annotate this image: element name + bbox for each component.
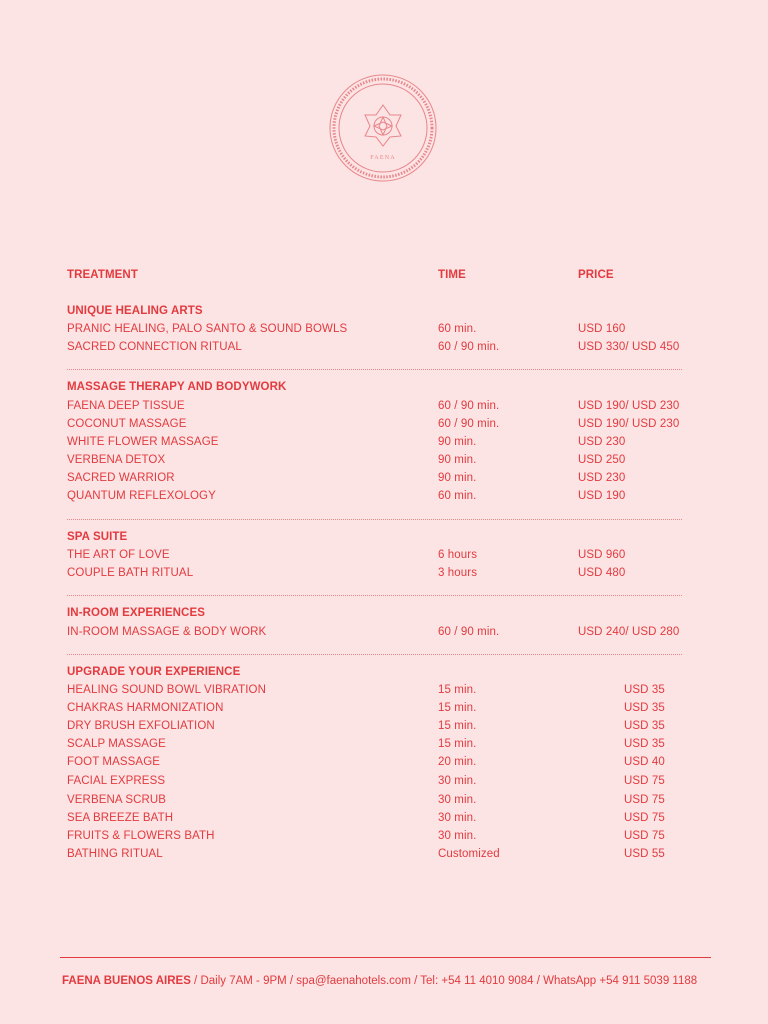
treatment-price: USD 75 — [624, 830, 665, 842]
treatment-time: 90 min. — [438, 436, 477, 448]
treatment-row — [0, 549, 768, 567]
treatment-price: USD 240/ USD 280 — [578, 626, 680, 638]
treatment-price: USD 250 — [578, 454, 626, 466]
treatment-time: 30 min. — [438, 775, 477, 787]
treatment-row — [0, 323, 768, 341]
treatment-time: 30 min. — [438, 812, 477, 824]
treatment-name: PRANIC HEALING, PALO SANTO & SOUND BOWLS — [67, 323, 348, 335]
treatment-time: 90 min. — [438, 454, 477, 466]
treatment-price: USD 35 — [624, 684, 665, 696]
treatment-row — [0, 626, 768, 644]
treatment-row — [0, 848, 768, 866]
treatment-time: 3 hours — [438, 567, 478, 579]
treatment-name: VERBENA SCRUB — [67, 794, 167, 806]
treatment-time: 15 min. — [438, 684, 477, 696]
treatment-name: SEA BREEZE BATH — [67, 812, 174, 824]
treatment-price: USD 55 — [624, 848, 665, 860]
treatment-name: SCALP MASSAGE — [67, 738, 166, 750]
treatment-price: USD 230 — [578, 472, 626, 484]
treatment-name: COCONUT MASSAGE — [67, 418, 187, 430]
treatment-row — [0, 454, 768, 472]
treatment-row — [0, 400, 768, 418]
treatment-time: 30 min. — [438, 794, 477, 806]
treatment-time: 20 min. — [438, 756, 477, 768]
section-title: UPGRADE YOUR EXPERIENCE — [67, 666, 241, 678]
treatment-name: FOOT MASSAGE — [67, 756, 161, 768]
treatment-price: USD 190 — [578, 490, 626, 502]
treatment-row — [0, 830, 768, 848]
treatment-name: QUANTUM REFLEXOLOGY — [67, 490, 216, 502]
divider — [67, 595, 682, 596]
treatment-time: 60 / 90 min. — [438, 400, 500, 412]
treatment-row — [0, 812, 768, 830]
treatment-row — [0, 436, 768, 454]
section-title: UNIQUE HEALING ARTS — [67, 305, 203, 317]
treatment-name: SACRED CONNECTION RITUAL — [67, 341, 242, 353]
divider — [67, 519, 682, 520]
treatment-time: 60 min. — [438, 490, 477, 502]
treatment-price: USD 75 — [624, 775, 665, 787]
treatment-price: USD 75 — [624, 794, 665, 806]
treatment-time: 15 min. — [438, 738, 477, 750]
treatment-name: WHITE FLOWER MASSAGE — [67, 436, 219, 448]
treatment-time: 60 / 90 min. — [438, 626, 500, 638]
treatment-price: USD 230 — [578, 436, 626, 448]
section-title: MASSAGE THERAPY AND BODYWORK — [67, 381, 287, 393]
treatment-name: FRUITS & FLOWERS BATH — [67, 830, 215, 842]
logo-text: FAENA — [370, 155, 396, 161]
treatment-name: SACRED WARRIOR — [67, 472, 175, 484]
treatment-name: FACIAL EXPRESS — [67, 775, 166, 787]
section-title: SPA SUITE — [67, 531, 128, 543]
table-header — [0, 269, 768, 287]
treatment-row — [0, 684, 768, 702]
treatment-time: 6 hours — [438, 549, 478, 561]
treatment-row — [0, 567, 768, 585]
treatment-time: Customized — [438, 848, 500, 860]
treatment-name: CHAKRAS HARMONIZATION — [67, 702, 224, 714]
footer — [62, 975, 697, 987]
treatment-price: USD 35 — [624, 702, 665, 714]
treatment-time: 60 min. — [438, 323, 477, 335]
divider — [67, 369, 682, 370]
header-price: PRICE — [578, 269, 614, 281]
treatment-name: IN-ROOM MASSAGE & BODY WORK — [67, 626, 267, 638]
treatment-name: THE ART OF LOVE — [67, 549, 170, 561]
treatment-time: 60 / 90 min. — [438, 418, 500, 430]
treatment-name: FAENA DEEP TISSUE — [67, 400, 185, 412]
treatment-row — [0, 341, 768, 359]
treatment-name: HEALING SOUND BOWL VIBRATION — [67, 684, 266, 696]
treatment-price: USD 330/ USD 450 — [578, 341, 680, 353]
treatment-name: COUPLE BATH RITUAL — [67, 567, 194, 579]
treatment-price: USD 35 — [624, 738, 665, 750]
treatment-price: USD 190/ USD 230 — [578, 418, 680, 430]
section-title: IN-ROOM EXPERIENCES — [67, 607, 206, 619]
treatment-row — [0, 775, 768, 793]
treatment-time: 90 min. — [438, 472, 477, 484]
treatment-time: 60 / 90 min. — [438, 341, 500, 353]
treatment-row — [0, 490, 768, 508]
treatment-name: VERBENA DETOX — [67, 454, 166, 466]
treatment-price: USD 160 — [578, 323, 626, 335]
treatment-price: USD 960 — [578, 549, 626, 561]
treatment-time: 30 min. — [438, 830, 477, 842]
treatment-price: USD 40 — [624, 756, 665, 768]
treatment-name: DRY BRUSH EXFOLIATION — [67, 720, 215, 732]
treatment-name: BATHING RITUAL — [67, 848, 163, 860]
treatment-price: USD 35 — [624, 720, 665, 732]
treatment-price: USD 480 — [578, 567, 626, 579]
treatment-time: 15 min. — [438, 702, 477, 714]
treatment-row — [0, 702, 768, 720]
treatment-row — [0, 720, 768, 738]
treatment-row — [0, 756, 768, 774]
treatment-row — [0, 472, 768, 490]
faena-seal-icon — [328, 73, 438, 183]
footer-brand: FAENA BUENOS AIRES — [62, 975, 191, 987]
treatment-price: USD 190/ USD 230 — [578, 400, 680, 412]
footer-divider — [60, 957, 711, 958]
header-time: TIME — [438, 269, 466, 281]
treatment-price: USD 75 — [624, 812, 665, 824]
divider — [67, 654, 682, 655]
treatment-time: 15 min. — [438, 720, 477, 732]
treatment-row — [0, 794, 768, 812]
header-treatment: TREATMENT — [67, 269, 138, 281]
footer-details: / Daily 7AM - 9PM / spa@faenahotels.com / Tel: +54 11 4010 9084 / WhatsApp +54 911 5039 1188 — [190, 975, 698, 987]
treatment-row — [0, 738, 768, 756]
treatment-row — [0, 418, 768, 436]
